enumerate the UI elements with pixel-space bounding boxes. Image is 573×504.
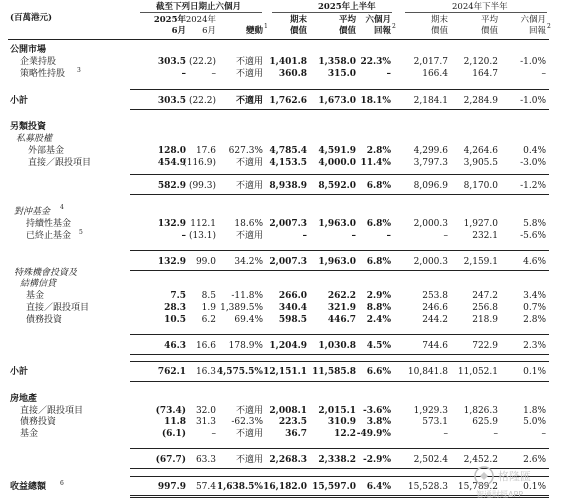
- column-header-col_2025_6_b: 6月: [171, 26, 186, 36]
- group-header-left: 截至下列日期止六個月: [156, 2, 242, 12]
- note-ref-hedge: 4: [60, 204, 64, 211]
- special-subtotal-rule-b: [130, 354, 549, 355]
- table-cell: 不適用: [235, 57, 263, 67]
- table-cell: 8.8%: [366, 303, 391, 313]
- table-cell: 2,184.1: [413, 96, 448, 106]
- group-header-mid: 2025年上半年: [318, 2, 376, 12]
- table-cell: 7.5: [170, 291, 186, 301]
- table-cell: -1.0%: [520, 96, 546, 106]
- table-cell: 1,929.3: [413, 406, 448, 416]
- column-header-col_end_a: 期末: [289, 15, 307, 25]
- row-label: 直接／跟投項目: [28, 158, 92, 168]
- table-cell: 5.0%: [523, 417, 546, 427]
- row-label: 私募股權: [16, 134, 53, 144]
- table-cell: 2,120.2: [463, 57, 498, 67]
- table-cell: 8,170.0: [463, 181, 498, 191]
- table-cell: 762.1: [157, 367, 186, 377]
- table-cell: 340.4: [278, 303, 307, 313]
- pe-subtotal-rule: [130, 174, 549, 175]
- table-cell: 5.8%: [523, 219, 546, 229]
- table-cell: –: [541, 429, 546, 439]
- table-cell: 2,000.3: [413, 219, 448, 229]
- row-label: 小計: [10, 96, 29, 106]
- column-header-col_change: 變動: [245, 26, 263, 36]
- table-cell: 315.0: [327, 69, 356, 79]
- table-cell: 2,007.3: [269, 257, 307, 267]
- table-cell: 132.9: [157, 257, 186, 267]
- table-cell: -11.8%: [231, 291, 263, 301]
- row-label: 對沖基金: [14, 207, 51, 217]
- table-cell: 12.2: [334, 429, 356, 439]
- table-cell: 15,528.3: [407, 482, 448, 492]
- table-cell: 2,000.3: [413, 257, 448, 267]
- table-cell: 17.6: [195, 146, 216, 156]
- subtotal-rule-1: [130, 89, 549, 90]
- watermark-line1: 格隆匯: [498, 470, 531, 483]
- table-cell: 4,575.5%: [216, 367, 263, 377]
- table-cell: -62.3%: [231, 417, 263, 427]
- table-cell: 31.3: [195, 417, 216, 427]
- table-cell: 1,927.0: [463, 219, 498, 229]
- table-cell: 28.3: [164, 303, 186, 313]
- table-cell: 2,159.1: [463, 257, 498, 267]
- table-cell: 164.7: [472, 69, 498, 79]
- note-ref-return: 2: [392, 23, 396, 30]
- table-cell: 4,264.6: [463, 146, 498, 156]
- table-cell: -5.6%: [520, 231, 546, 241]
- table-cell: 8,096.9: [413, 181, 448, 191]
- table-cell: 218.9: [472, 315, 498, 325]
- table-cell: 4,591.9: [318, 146, 356, 156]
- table-cell: 34.2%: [234, 257, 263, 267]
- table-cell: –: [181, 231, 186, 241]
- table-cell: (22.2): [188, 57, 216, 67]
- table-cell: 2,008.1: [269, 406, 307, 416]
- table-cell: 1,638.5%: [216, 482, 263, 492]
- table-cell: 303.5: [157, 57, 186, 67]
- note-ref-strategic: 3: [77, 67, 81, 74]
- table-cell: 2,007.3: [269, 219, 307, 229]
- table-cell: 454.9: [157, 158, 186, 168]
- table-cell: 573.1: [422, 417, 448, 427]
- watermark-line2: 智通財經APP: [476, 490, 524, 499]
- table-cell: 266.0: [278, 291, 307, 301]
- table-cell: 3.8%: [366, 417, 391, 427]
- table-cell: 6.8%: [366, 219, 391, 229]
- table-cell: 12,151.1: [263, 367, 307, 377]
- table-cell: 15,597.0: [312, 482, 356, 492]
- table-cell: 不適用: [235, 69, 263, 79]
- table-cell: 2.4%: [366, 315, 391, 325]
- column-header-col_avg2_b: 價值: [480, 26, 498, 36]
- hedge-subtotal-rule-b: [130, 270, 549, 271]
- table-cell: 256.8: [472, 303, 498, 313]
- table-cell: 4.6%: [523, 257, 546, 267]
- row-label: 小計: [10, 367, 29, 377]
- table-cell: 1,401.8: [269, 57, 307, 67]
- table-cell: 744.6: [422, 341, 448, 351]
- table-cell: 3,797.3: [413, 158, 448, 168]
- table-cell: –: [302, 231, 307, 241]
- table-cell: 178.9%: [228, 341, 263, 351]
- table-cell: 11.8: [164, 417, 186, 427]
- table-cell: 2.9%: [366, 291, 391, 301]
- table-cell: 253.8: [422, 291, 448, 301]
- table-cell: 0.1%: [523, 367, 546, 377]
- row-label: 收益總額: [10, 482, 47, 492]
- table-cell: 不適用: [235, 181, 263, 191]
- table-cell: –: [211, 69, 216, 79]
- table-cell: –: [443, 231, 448, 241]
- table-cell: 99.0: [195, 257, 216, 267]
- table-cell: 262.2: [327, 291, 356, 301]
- table-cell: 0.1%: [523, 482, 546, 492]
- pe-subtotal-rule-b: [130, 194, 549, 195]
- table-cell: 不適用: [235, 455, 263, 465]
- column-header-col_avg_a: 平均: [338, 15, 356, 25]
- column-header-col_ret2_b: 回報: [528, 26, 546, 36]
- table-cell: 11.4%: [360, 158, 391, 168]
- table-cell: 247.2: [472, 291, 498, 301]
- table-cell: 8,592.0: [318, 181, 356, 191]
- table-cell: 36.7: [285, 429, 307, 439]
- column-header-col_end2_a: 期末: [430, 15, 448, 25]
- table-cell: 3,905.5: [463, 158, 498, 168]
- table-cell: 32.0: [195, 406, 216, 416]
- table-cell: 722.9: [472, 341, 498, 351]
- alt-subtotal-rule: [130, 361, 549, 362]
- table-cell: 不適用: [235, 231, 263, 241]
- table-cell: 1,030.8: [318, 341, 356, 351]
- table-cell: (13.1): [188, 231, 216, 241]
- table-cell: 16.6: [195, 341, 216, 351]
- table-cell: 232.1: [472, 231, 498, 241]
- table-cell: 0.4%: [523, 146, 546, 156]
- table-cell: 15,789.2: [457, 482, 498, 492]
- table-cell: 6.8%: [366, 257, 391, 267]
- table-cell: 10.5: [164, 315, 186, 325]
- column-header-col_end_b: 價值: [289, 26, 307, 36]
- row-label: 已終止基金: [26, 231, 72, 241]
- table-cell: 303.5: [157, 96, 186, 106]
- table-cell: 2,502.4: [413, 455, 448, 465]
- column-header-col_avg2_a: 平均: [480, 15, 498, 25]
- row-label: 另類投資: [10, 122, 47, 132]
- table-cell: –: [443, 429, 448, 439]
- table-cell: 1,358.0: [318, 57, 356, 67]
- row-label: 特殊機會投資及: [14, 268, 78, 278]
- table-cell: 4,000.0: [318, 158, 356, 168]
- row-label: 結構信貸: [20, 279, 57, 289]
- table-cell: 1.8%: [523, 406, 546, 416]
- table-cell: 2.6%: [523, 455, 546, 465]
- table-cell: 46.3: [164, 341, 186, 351]
- table-cell: 16.3: [195, 367, 216, 377]
- subtotal-rule-1b: [130, 109, 549, 110]
- table-cell: –: [181, 69, 186, 79]
- table-cell: 6.4%: [366, 482, 391, 492]
- table-cell: 6.8%: [366, 181, 391, 191]
- note-ref-return2: 2: [547, 23, 551, 30]
- table-cell: 1,204.9: [269, 341, 307, 351]
- table-cell: –: [211, 429, 216, 439]
- table-cell: -3.0%: [520, 158, 546, 168]
- table-cell: 不適用: [235, 158, 263, 168]
- group-rule-left: [140, 12, 262, 13]
- table-cell: 6.6%: [366, 367, 391, 377]
- table-cell: 16,182.0: [263, 482, 307, 492]
- table-cell: 69.4%: [234, 315, 263, 325]
- table-cell: 166.4: [422, 69, 448, 79]
- table-cell: 1,963.0: [318, 257, 356, 267]
- re-subtotal-rule: [130, 448, 549, 449]
- table-cell: –: [386, 231, 391, 241]
- column-header-col_2025_6_a: 2025年: [153, 15, 186, 25]
- hedge-subtotal-rule: [130, 250, 549, 251]
- table-cell: 4,153.5: [269, 158, 307, 168]
- table-cell: –: [493, 429, 498, 439]
- table-cell: –: [541, 69, 546, 79]
- table-cell: 582.9: [157, 181, 186, 191]
- table-cell: 223.5: [278, 417, 307, 427]
- row-label: 策略性持股: [20, 69, 66, 79]
- table-cell: 不適用: [235, 406, 263, 416]
- unit-label: (百萬港元): [10, 13, 53, 23]
- table-cell: 598.5: [278, 315, 307, 325]
- table-cell: 128.0: [157, 146, 186, 156]
- table-cell: 63.3: [195, 455, 216, 465]
- table-cell: 132.9: [157, 219, 186, 229]
- table-cell: 1,963.0: [318, 219, 356, 229]
- table-cell: 1,673.0: [318, 96, 356, 106]
- table-cell: 8,938.9: [269, 181, 307, 191]
- table-cell: 2,015.1: [318, 406, 356, 416]
- table-cell: 2,017.7: [413, 57, 448, 67]
- table-cell: 10,841.8: [407, 367, 448, 377]
- table-cell: 2,338.2: [318, 455, 356, 465]
- table-cell: -1.0%: [520, 57, 546, 67]
- table-cell: 57.4: [195, 482, 216, 492]
- row-label: 公開市場: [10, 45, 47, 55]
- table-cell: 321.9: [327, 303, 356, 313]
- table-cell: 不適用: [235, 96, 263, 106]
- group-header-right: 2024年下半年: [452, 2, 508, 12]
- column-header-col_end2_b: 價值: [430, 26, 448, 36]
- header-rule: [8, 39, 549, 40]
- row-label: 持續性基金: [26, 219, 72, 229]
- row-label: 房地產: [10, 394, 38, 404]
- table-cell: 2,452.2: [463, 455, 498, 465]
- table-cell: (73.4): [155, 406, 186, 416]
- row-label: 基金: [26, 291, 45, 301]
- table-cell: 8.5: [201, 291, 216, 301]
- table-cell: 2.8%: [523, 315, 546, 325]
- table-cell: (22.2): [188, 96, 216, 106]
- row-label: 企業持股: [20, 57, 57, 67]
- table-cell: 244.2: [422, 315, 448, 325]
- table-cell: 4,785.4: [269, 146, 307, 156]
- table-cell: 22.3%: [360, 57, 391, 67]
- table-cell: 446.7: [327, 315, 356, 325]
- watermark-logo: [470, 462, 570, 502]
- row-label: 債務投資: [20, 417, 57, 427]
- column-header-col_2024_6_b: 6月: [202, 26, 216, 36]
- row-label: 直接／跟投項目: [26, 303, 90, 313]
- table-cell: -3.6%: [363, 406, 391, 416]
- alt-subtotal-rule-b: [130, 381, 549, 382]
- table-cell: 1.9: [201, 303, 216, 313]
- column-header-col_ret_a: 六個月: [365, 15, 391, 25]
- table-cell: 246.6: [422, 303, 448, 313]
- table-cell: (6.1): [161, 429, 186, 439]
- table-cell: 2,268.3: [269, 455, 307, 465]
- table-cell: 4,299.6: [413, 146, 448, 156]
- column-header-col_2024_6_a: 2024年: [185, 15, 216, 25]
- table-cell: 6.2: [201, 315, 216, 325]
- special-subtotal-rule: [130, 334, 549, 335]
- table-cell: 3.4%: [523, 291, 546, 301]
- table-cell: -2.9%: [363, 455, 391, 465]
- table-cell: 11,585.8: [312, 367, 356, 377]
- table-cell: 2.3%: [523, 341, 546, 351]
- table-cell: 997.9: [157, 482, 186, 492]
- table-cell: 18.1%: [360, 96, 391, 106]
- column-header-col_ret_b: 回報: [373, 26, 391, 36]
- table-cell: 2,284.9: [463, 96, 498, 106]
- table-cell: 1,762.6: [269, 96, 307, 106]
- table-cell: 625.9: [472, 417, 498, 427]
- table-cell: 627.3%: [228, 146, 263, 156]
- table-cell: (116.9): [183, 158, 216, 168]
- table-cell: 0.7%: [523, 303, 546, 313]
- table-cell: 112.1: [190, 219, 216, 229]
- table-cell: –: [386, 69, 391, 79]
- table-cell: (67.7): [155, 455, 186, 465]
- table-cell: -49.9%: [356, 429, 391, 439]
- table-cell: -1.2%: [520, 181, 546, 191]
- table-cell: –: [351, 231, 356, 241]
- row-label: 直接／跟投項目: [20, 406, 84, 416]
- row-label: 債務投資: [26, 315, 63, 325]
- note-ref-total: 6: [60, 480, 64, 487]
- note-ref-change: 1: [264, 23, 268, 30]
- group-rule-right: [405, 12, 547, 13]
- row-label: 基金: [20, 429, 39, 439]
- table-cell: 1,826.3: [463, 406, 498, 416]
- table-cell: 11,052.1: [457, 367, 498, 377]
- column-header-col_avg_b: 價值: [338, 26, 356, 36]
- row-label: 外部基金: [28, 146, 65, 156]
- table-cell: (99.3): [188, 181, 216, 191]
- table-cell: 310.9: [327, 417, 356, 427]
- note-ref-terminated: 5: [79, 229, 83, 236]
- group-rule-mid: [272, 12, 392, 13]
- table-cell: 4.5%: [366, 341, 391, 351]
- table-cell: 360.8: [278, 69, 307, 79]
- table-cell: 1,389.5%: [220, 303, 263, 313]
- table-cell: 不適用: [235, 429, 263, 439]
- table-cell: 2.8%: [366, 146, 391, 156]
- table-cell: 18.6%: [234, 219, 263, 229]
- column-header-col_ret2_a: 六個月: [520, 15, 546, 25]
